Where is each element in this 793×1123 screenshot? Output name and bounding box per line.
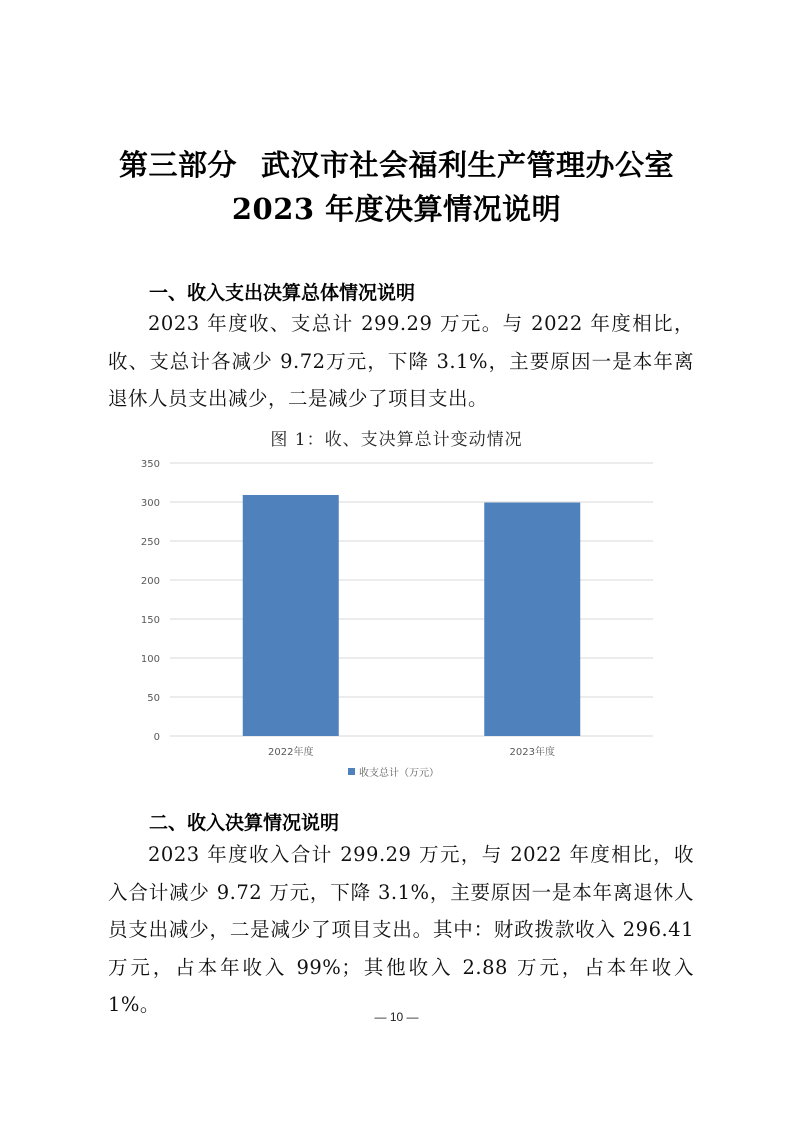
y-tick-label: 300 [140,498,160,509]
section-body-income [108,836,694,1024]
x-tick-label: 2023年度 [509,747,555,758]
section-heading-overview: 一、收入支出决算总体情况说明 [149,282,416,304]
figure-caption: 图 1：收、支决算总计变动情况 [270,430,523,450]
x-tick-label: 2022年度 [268,747,314,758]
y-tick-label: 200 [140,576,160,587]
y-tick-label: 100 [140,654,160,665]
chart-canvas [120,450,680,790]
section-heading-income: 二、收入决算情况说明 [149,812,340,834]
page-title-line1 [0,143,793,184]
legend-swatch [348,768,355,775]
y-tick-label: 150 [140,615,160,626]
part-label: 第三部分 [118,148,237,182]
organization-name: 武汉市社会福利生产管理办公室 [261,148,675,182]
y-tick-label: 50 [147,693,160,704]
page-number: — 10 — [374,1010,419,1024]
page-title-line2: 2023 年度决算情况说明 [231,192,562,226]
income-text: 2023 年度收入合计 299.29 万元，与 2022 年度相比，收入合计减少 9.72 万元，下降 3.1%，主要原因一是本年离退休人员支出减少，二是减少了项目支出。其中：财政拨款收入 296.41 万元，占本年收入 99%；其他收入 2.88 万元，占本年收入 1%。 [108,843,694,1016]
section-body-overview [108,305,694,418]
overview-text: 2023 年度收、支总计 299.29 万元。与 2022 年度相比，收、支总计各减少 9.72万元，下降 3.1%，主要原因一是本年离退休人员支出减少，二是减少了项目支出。 [108,312,694,410]
y-tick-label: 350 [140,459,160,470]
bar [484,503,580,736]
y-tick-label: 0 [153,732,160,743]
bar-chart [120,450,680,790]
y-tick-label: 250 [140,537,160,548]
bar [243,495,339,736]
legend-label: 收支总计（万元） [359,768,439,779]
